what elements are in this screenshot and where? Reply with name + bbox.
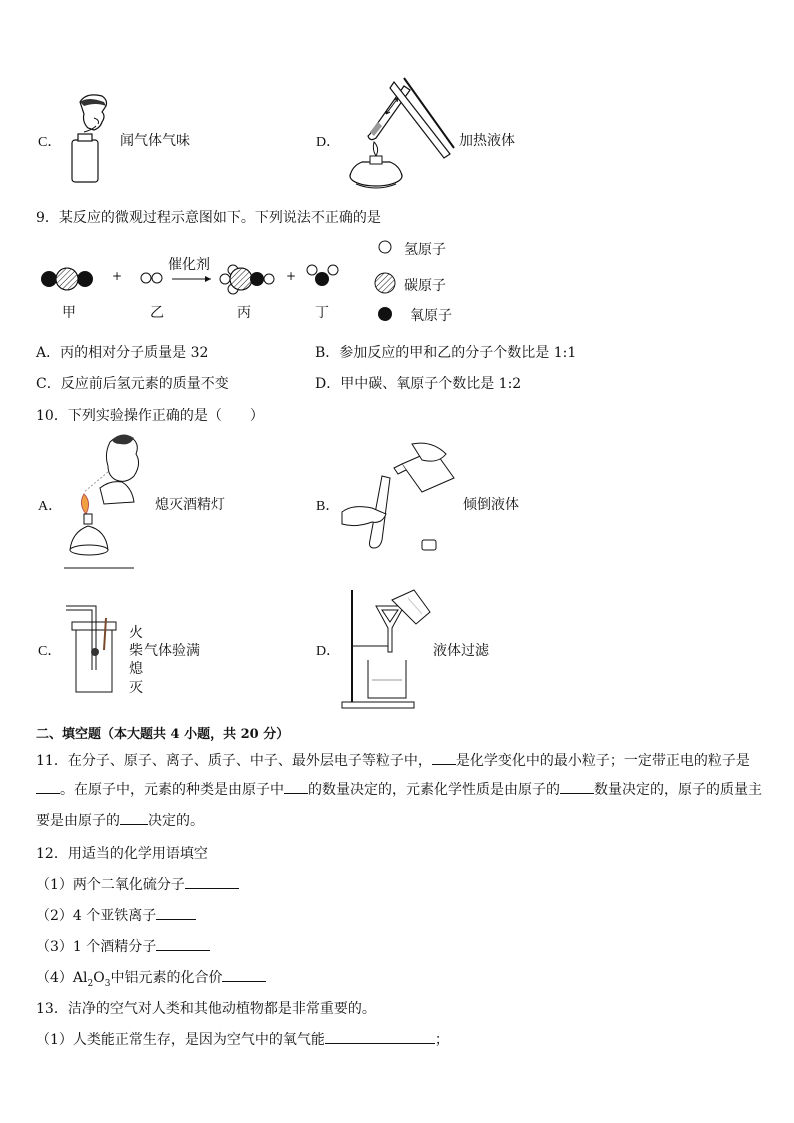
name-jia: 甲 xyxy=(62,305,76,321)
legend-oxygen: 氧原子 xyxy=(410,308,452,324)
q11-blank-2[interactable] xyxy=(36,779,60,794)
molecule-jia xyxy=(41,268,93,290)
smell-gas-illustration xyxy=(66,92,116,184)
al2o3-formula xyxy=(72,970,111,989)
name-bing: 丙 xyxy=(237,305,251,321)
q11-blank-4[interactable] xyxy=(560,779,594,794)
q11-text-7: 决定的。 xyxy=(148,813,204,829)
q11-text-5: 数量决定的，原子的质量主 xyxy=(594,782,762,798)
q10-c-word-4: 灭 xyxy=(129,680,143,696)
plus-sign-2: + xyxy=(286,269,297,283)
q10-option-c-label: C． xyxy=(38,644,62,659)
q9-option-d-label: D． xyxy=(315,376,341,392)
q11-text-2: 是化学变化中的最小粒子；一定带正电的粒子是 xyxy=(455,753,750,769)
q13-item-1-text: （1）人类能正常生存，是因为空气中的氧气能 xyxy=(36,1032,325,1048)
formula-o: O xyxy=(93,970,105,986)
q12-item-1-text: （1）两个二氧化硫分子 xyxy=(36,877,185,893)
q9-option-d xyxy=(315,373,521,393)
q10-c-word-1: 火 xyxy=(129,625,143,641)
plus-sign-1: + xyxy=(112,269,123,283)
formula-al: Al xyxy=(72,970,88,986)
q12-item-4 xyxy=(36,967,266,989)
q12-item-4-text: （4） xyxy=(36,970,73,986)
legend-carbon: 碳原子 xyxy=(404,278,446,294)
q13-item-1 xyxy=(36,1029,449,1049)
q9-option-b xyxy=(315,342,576,362)
q9-option-c xyxy=(36,373,229,393)
q12-item-2 xyxy=(36,905,196,925)
q9-option-a-text: 丙的相对分子质量是 32 xyxy=(60,345,209,361)
question-13-stem: 13．洁净的空气对人类和其他动植物都是非常重要的。 xyxy=(36,1001,376,1017)
q10-option-b-text: 倾倒液体 xyxy=(463,497,519,513)
q10-option-c-text: 气体验满 xyxy=(144,643,200,659)
option-c-text: 闻气体气味 xyxy=(120,133,190,149)
question-11-line-2 xyxy=(36,779,762,799)
q10-option-a-label: A． xyxy=(38,499,63,514)
q11-blank-5[interactable] xyxy=(120,810,148,825)
q11-blank-1[interactable] xyxy=(432,750,456,765)
q12-item-3-blank[interactable] xyxy=(156,936,210,951)
atom-legend xyxy=(370,236,400,326)
formula-sub-2: 2 xyxy=(87,978,94,989)
legend-hydrogen: 氢原子 xyxy=(404,242,446,258)
q13-item-1-end: ； xyxy=(434,1032,449,1048)
catalyst-label: 催化剂 xyxy=(168,257,210,273)
q12-item-2-text: （2）4 个亚铁离子 xyxy=(36,908,157,924)
filtration-illustration xyxy=(342,588,434,712)
option-d-text: 加热液体 xyxy=(459,133,515,149)
gas-test-illustration xyxy=(62,600,132,698)
formula-sub-3: 3 xyxy=(104,978,111,989)
molecule-bing xyxy=(220,265,274,294)
q10-c-word-3: 熄 xyxy=(129,661,143,677)
option-c-label: C． xyxy=(38,135,62,150)
molecule-yi xyxy=(141,273,162,283)
q12-item-2-blank[interactable] xyxy=(156,905,196,920)
section-2-heading: 二、填空题（本大题共 4 小题，共 20 分） xyxy=(36,727,290,742)
heat-liquid-illustration xyxy=(342,76,454,194)
name-ding: 丁 xyxy=(315,305,329,321)
q9-option-c-text: 反应前后氢元素的质量不变 xyxy=(60,376,229,392)
carbon-atom-symbol xyxy=(375,273,395,293)
q12-item-3 xyxy=(36,936,210,956)
q9-option-a-label: A． xyxy=(36,345,61,361)
q12-item-4-rest: 中铝元素的化合价 xyxy=(110,970,223,986)
q9-option-b-label: B． xyxy=(315,345,340,361)
blow-out-lamp-illustration xyxy=(64,432,156,572)
q11-text-1: 11．在分子、原子、离子、质子、中子、最外层电子等粒子中， xyxy=(36,753,432,769)
q9-option-c-label: C． xyxy=(36,376,61,392)
oxygen-atom-symbol xyxy=(378,307,392,321)
q10-c-word-2: 柴 xyxy=(129,643,143,659)
q10-option-d-label: D． xyxy=(316,644,341,659)
q12-item-4-blank[interactable] xyxy=(222,967,266,982)
question-10-stem: 10．下列实验操作正确的是（ ） xyxy=(36,408,264,424)
hydrogen-atom-symbol xyxy=(379,241,391,253)
name-yi: 乙 xyxy=(150,305,164,321)
q11-text-4: 的数量决定的，元素化学性质是由原子的 xyxy=(308,782,560,798)
q12-item-3-text: （3）1 个酒精分子 xyxy=(36,939,157,955)
question-11-line-3 xyxy=(36,810,204,830)
q12-item-1-blank[interactable] xyxy=(185,874,239,889)
q10-option-d-text: 液体过滤 xyxy=(433,643,489,659)
q9-option-d-text: 甲中碳、氧原子个数比是 1:2 xyxy=(340,376,522,392)
q11-text-6: 要是由原子的 xyxy=(36,813,120,829)
q11-text-3: 。在原子中，元素的种类是由原子中 xyxy=(60,782,284,798)
molecule-ding xyxy=(307,265,338,286)
option-d-label: D． xyxy=(316,135,341,150)
q9-option-a xyxy=(36,342,208,362)
question-12-stem: 12．用适当的化学用语填空 xyxy=(36,846,208,862)
pour-liquid-illustration xyxy=(342,444,462,556)
q11-blank-3[interactable] xyxy=(284,779,308,794)
q12-item-1 xyxy=(36,874,239,894)
q13-item-1-blank[interactable] xyxy=(325,1029,435,1044)
q9-option-b-text: 参加反应的甲和乙的分子个数比是 1:1 xyxy=(339,345,577,361)
question-9-stem: 9．某反应的微观过程示意图如下。下列说法不正确的是 xyxy=(36,210,381,226)
q10-option-a-text: 熄灭酒精灯 xyxy=(155,497,225,513)
q10-option-b-label: B． xyxy=(316,499,340,514)
question-11-line-1 xyxy=(36,750,750,770)
